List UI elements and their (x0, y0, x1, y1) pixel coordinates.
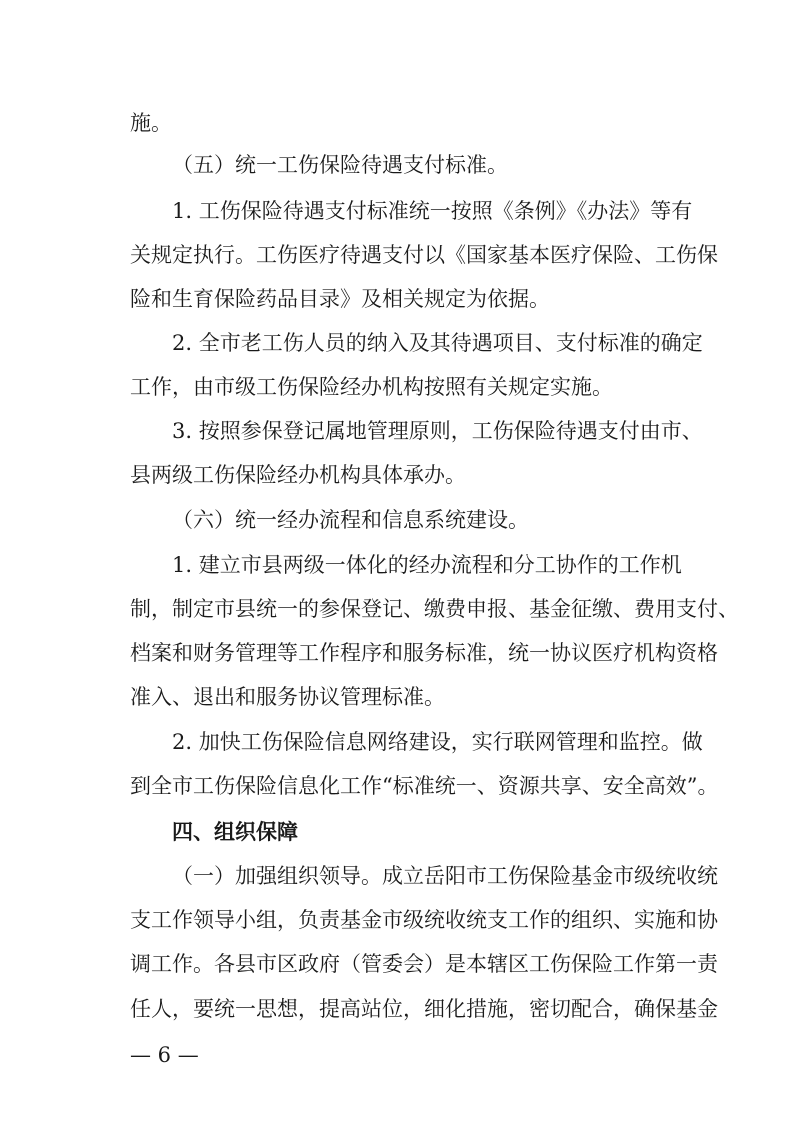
paragraph-line: 工作，由市级工伤保险经办机构按照有关规定实施。 (130, 375, 613, 399)
paragraph-line: 2. 加快工伤保险信息网络建设，实行联网管理和监控。做 (172, 730, 703, 754)
section-heading-organization: 四、组织保障 (172, 820, 298, 844)
paragraph-line: 1. 建立市县两级一体化的经办流程和分工协作的工作机 (172, 553, 682, 577)
paragraph-line: 档案和财务管理等工作程序和服务标准，统一协议医疗机构资格 (130, 641, 718, 665)
paragraph-line: 关规定执行。工伤医疗待遇支付以《国家基本医疗保险、工伤保 (130, 243, 718, 267)
paragraph-line: 制，制定市县统一的参保登记、缴费申报、基金征缴、费用支付、 (130, 597, 739, 621)
paragraph-line: 施。 (130, 111, 172, 135)
paragraph-line: 3. 按照参保登记属地管理原则，工伤保险待遇支付由市、 (172, 419, 703, 443)
paragraph-line: 调工作。各县市区政府（管委会）是本辖区工伤保险工作第一责 (130, 952, 718, 976)
paragraph-line: 准入、退出和服务协议管理标准。 (130, 685, 445, 709)
paragraph-line: 到全市工伤保险信息化工作“标准统一、资源共享、安全高效”。 (130, 774, 719, 798)
section-heading-6: （六）统一经办流程和信息系统建设。 (172, 508, 529, 532)
paragraph-line: 县两级工伤保险经办机构具体承办。 (130, 463, 466, 487)
paragraph-line: 1. 工伤保险待遇支付标准统一按照《条例》《办法》等有 (172, 199, 693, 223)
paragraph-line: 险和生育保险药品目录》及相关规定为依据。 (130, 287, 550, 311)
section-heading-5: （五）统一工伤保险待遇支付标准。 (172, 153, 508, 177)
paragraph-line: 支工作领导小组，负责基金市级统收统支工作的组织、实施和协 (130, 908, 718, 932)
paragraph-line: 2. 全市老工伤人员的纳入及其待遇项目、支付标准的确定 (172, 331, 703, 355)
paragraph-line: 任人，要统一思想，提高站位，细化措施，密切配合，确保基金 (130, 997, 718, 1021)
paragraph-line: （一）加强组织领导。成立岳阳市工伤保险基金市级统收统 (172, 864, 718, 888)
page-number: — 6 — (130, 1043, 199, 1067)
